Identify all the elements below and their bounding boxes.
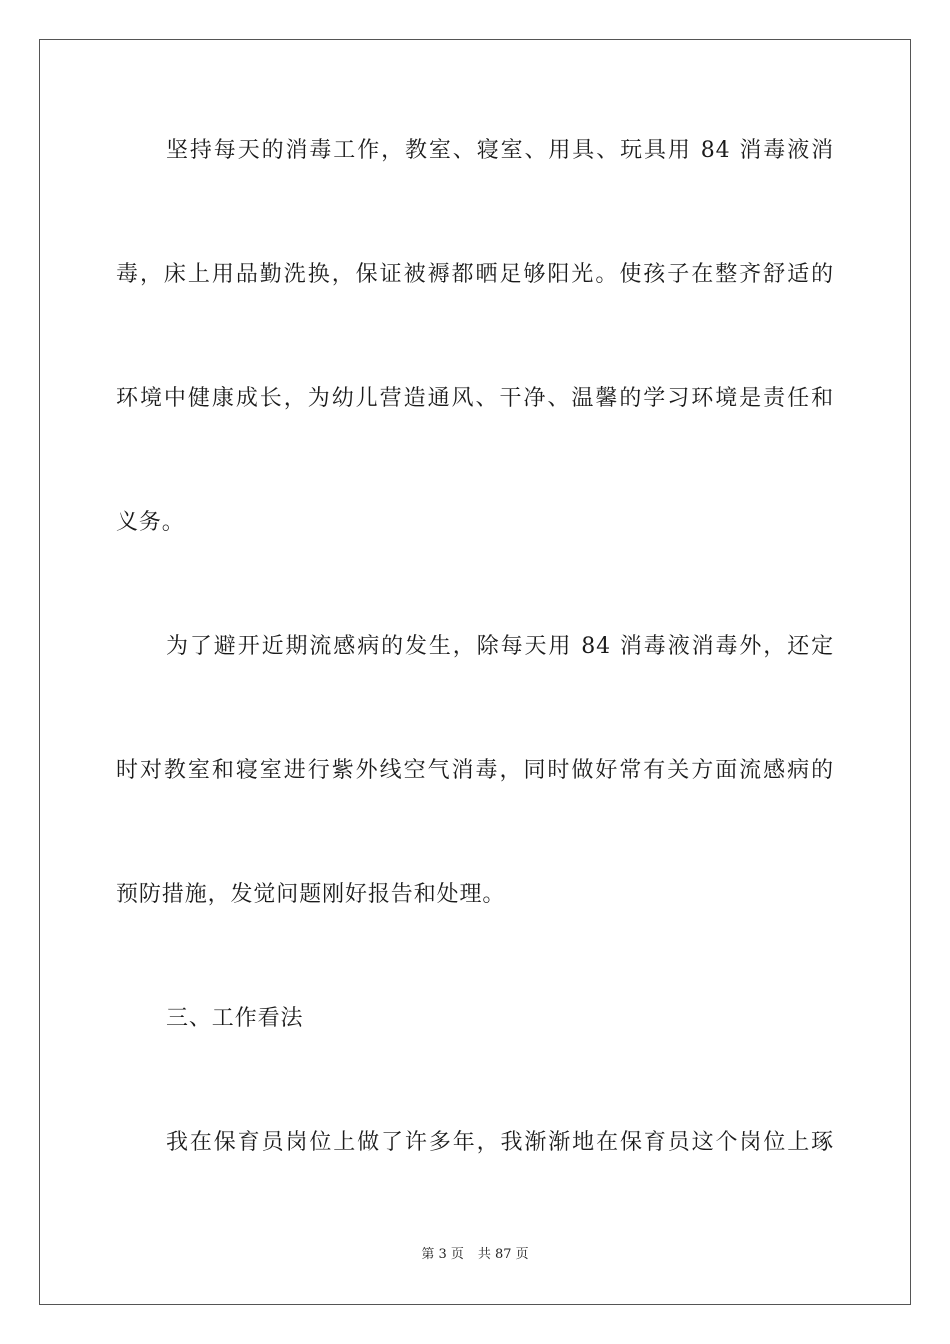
page-footer [0, 1246, 950, 1264]
page-border [39, 39, 911, 1305]
paragraph-4-line-1: 我在保育员岗位上做了许多年，我渐渐地在保育员这个岗位上琢 [166, 1130, 834, 1155]
paragraph-2-line-1: 为了避开近期流感病的发生，除每天用 84 消毒液消毒外，还定 [166, 634, 834, 659]
paragraph-2-line-2: 时对教室和寝室进行紫外线空气消毒，同时做好常有关方面流感病的 [116, 758, 834, 783]
section-heading: 三、工作看法 [166, 1006, 304, 1031]
paragraph-1-line-1: 坚持每天的消毒工作，教室、寝室、用具、玩具用 84 消毒液消 [166, 138, 834, 163]
paragraph-1-line-3: 环境中健康成长，为幼儿营造通风、干净、温馨的学习环境是责任和 [116, 386, 834, 411]
page-number: 第 3 页 [421, 1247, 464, 1262]
paragraph-2-line-3: 预防措施，发觉问题刚好报告和处理。 [116, 882, 506, 907]
paragraph-1-line-2: 毒，床上用品勤洗换，保证被褥都晒足够阳光。使孩子在整齐舒适的 [116, 262, 834, 287]
paragraph-1-line-4: 义务。 [116, 510, 185, 535]
total-pages: 共 87 页 [477, 1247, 529, 1262]
